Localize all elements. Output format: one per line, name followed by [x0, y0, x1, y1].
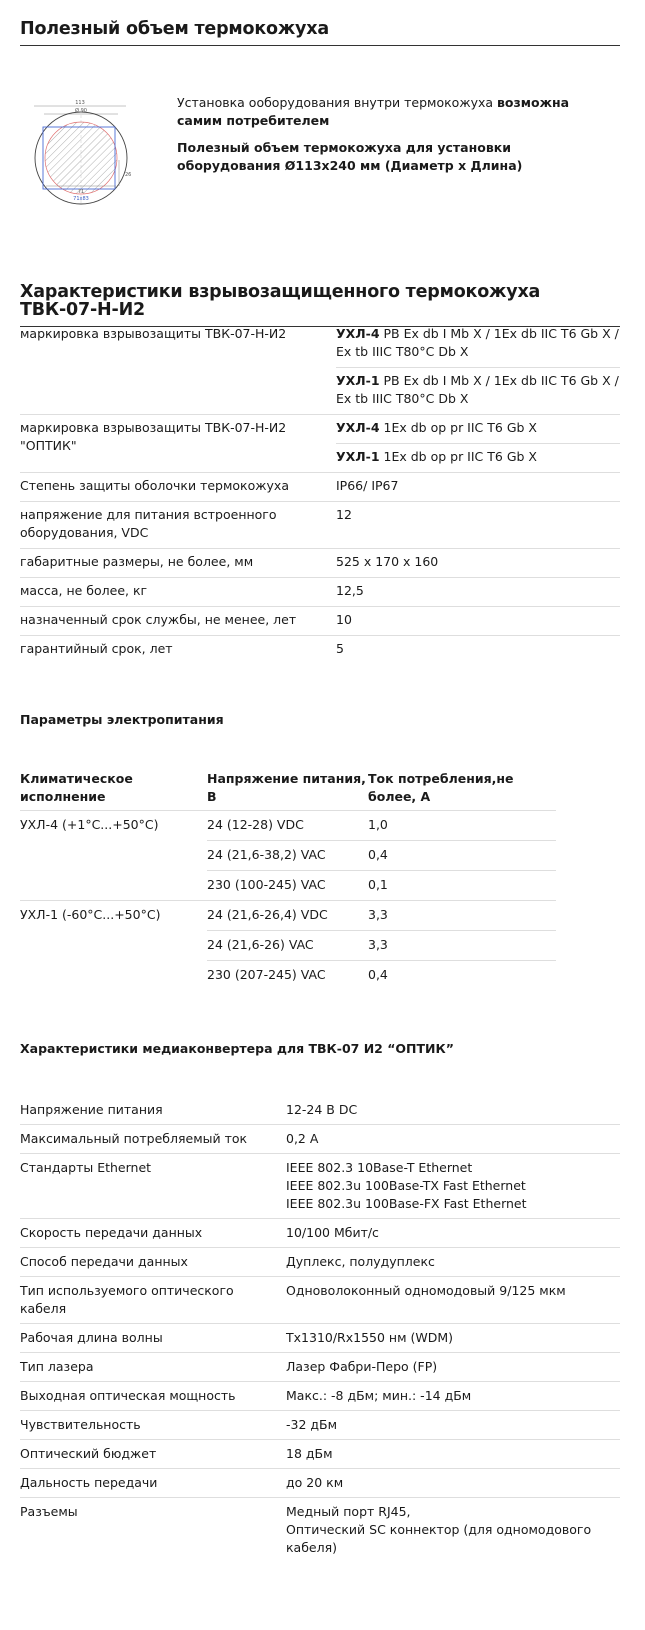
table-row [20, 1324, 620, 1353]
value-line: до 20 км [286, 1475, 344, 1490]
media-value [286, 1469, 620, 1498]
media-label: Чувствительность [20, 1411, 286, 1440]
table-row [20, 1498, 620, 1563]
media-value [286, 1154, 620, 1219]
value-line: Лазер Фабри-Перо (FP) [286, 1359, 438, 1374]
media-label: Выходная оптическая мощность [20, 1382, 286, 1411]
media-label: Максимальный потребляемый ток [20, 1125, 286, 1154]
value-line: Медный порт RJ45, [286, 1504, 411, 1519]
spec-label: масса, не более, кг [20, 578, 336, 607]
spec-value-marking-uhl4 [336, 321, 620, 368]
table-row [20, 1096, 620, 1125]
spec-value: 525 x 170 x 160 [336, 549, 620, 578]
spec-label-marking: маркировка взрывозащиты ТВК-07-Н-И2 [20, 321, 336, 415]
media-label: Разъемы [20, 1504, 78, 1519]
media-value [286, 1411, 620, 1440]
table-row [20, 1353, 620, 1382]
climate-code: УХЛ-1 [336, 373, 380, 388]
table-row [20, 901, 556, 931]
climate-code: УХЛ-1 [336, 449, 380, 464]
table-row [20, 1411, 620, 1440]
media-label: Скорость передачи данных [20, 1219, 286, 1248]
climate-code: УХЛ-4 [336, 420, 380, 435]
spec-label: габаритные размеры, не более, мм [20, 549, 336, 578]
current-cell: 0,4 [368, 841, 556, 871]
table-row [20, 321, 620, 368]
value-line: Tx1310/Rx1550 нм (WDM) [286, 1330, 454, 1345]
value-line: Одноволоконный одномодовый 9/125 мкм [286, 1283, 566, 1298]
table-row [20, 415, 620, 444]
spec-label-optic-marking: маркировка взрывозащиты ТВК-07-Н-И2 "ОПТИК" [20, 415, 336, 473]
table-row [20, 811, 556, 841]
marking-text: 1Ex db op pr IIC T6 Gb X [379, 420, 537, 435]
useful-volume-note: Полезный объем термокожуха для установки оборудования Ø113x240 мм (Диаметр х Длина) [177, 140, 523, 173]
install-note [177, 94, 597, 130]
spec-label: Степень защиты оболочки термокожуха [20, 473, 336, 502]
media-label: Напряжение питания [20, 1096, 286, 1125]
media-value [286, 1219, 620, 1248]
media-value [286, 1324, 620, 1353]
voltage-cell: 24 (12-28) VDC [207, 811, 368, 841]
table-row [20, 1154, 620, 1219]
column-header: Климатическое исполнение [20, 766, 207, 811]
value-line: 12-24 В DC [286, 1102, 358, 1117]
spec-value: 12,5 [336, 578, 620, 607]
power-table [20, 766, 556, 990]
spec-label: назначенный срок службы, не менее, лет [20, 607, 336, 636]
media-label: Тип используемого оптического кабеля [20, 1277, 286, 1324]
media-value [286, 1248, 620, 1277]
value-line: IEEE 802.3u 100Base-FX Fast Ethernet [286, 1196, 527, 1211]
voltage-cell: 24 (21,6-38,2) VAC [207, 841, 368, 871]
diagram-label-71x83: 71x83 [73, 196, 89, 202]
climate-cell: УХЛ-4 (+1°С...+50°С) [20, 811, 207, 901]
diagram-label-26: 26 [125, 172, 132, 178]
table-row [20, 1469, 620, 1498]
media-label: Способ передачи данных [20, 1248, 286, 1277]
spec-value: IP66/ IP67 [336, 473, 620, 502]
diagram-label-113: 113 [75, 100, 85, 106]
current-cell: 3,3 [368, 901, 556, 931]
volume-description [177, 94, 597, 184]
spec-value: 10 [336, 607, 620, 636]
table-header-row [20, 766, 556, 811]
climate-cell: УХЛ-1 (-60°С...+50°С) [20, 907, 161, 922]
specs-table [20, 321, 620, 664]
media-label: Тип лазера [20, 1353, 286, 1382]
value-line: Макс.: -8 дБм; мин.: -14 дБм [286, 1388, 472, 1403]
media-converter-table [20, 1096, 620, 1562]
voltage-cell: 230 (100-245) VAC [207, 871, 368, 901]
spec-value-marking-uhl1 [336, 368, 620, 415]
table-row [20, 578, 620, 607]
value-line: -32 дБм [286, 1417, 338, 1432]
value-line: 18 дБм [286, 1446, 333, 1461]
media-value [286, 1353, 620, 1382]
table-row [20, 636, 620, 665]
table-row [20, 1125, 620, 1154]
table-row [20, 1219, 620, 1248]
spec-label: напряжение для питания встроенного оборудования, VDC [20, 502, 336, 549]
value-line: Дуплекс, полудуплекс [286, 1254, 435, 1269]
current-cell: 0,1 [368, 871, 556, 901]
media-value [286, 1498, 620, 1563]
media-label: Дальность передачи [20, 1469, 286, 1498]
table-row [20, 1248, 620, 1277]
climate-code: УХЛ-4 [336, 326, 380, 341]
media-value [286, 1382, 620, 1411]
table-row [20, 1277, 620, 1324]
table-row [20, 502, 620, 549]
current-cell: 1,0 [368, 811, 556, 841]
table-row [20, 1440, 620, 1469]
volume-section-title: Полезный объем термокожуха [20, 20, 620, 46]
spec-value-optic-uhl1 [336, 444, 620, 473]
media-value [286, 1096, 620, 1125]
table-row [20, 1382, 620, 1411]
voltage-cell: 24 (21,6-26,4) VDC [207, 901, 368, 931]
specs-section-title: Характеристики взрывозащищенного термокожуха ТВК-07-Н-И2 [20, 283, 620, 327]
table-row [20, 607, 620, 636]
diagram-label-d90: Ø 90 [75, 108, 87, 114]
spec-label: гарантийный срок, лет [20, 641, 173, 656]
power-section-title: Параметры электропитания [20, 712, 224, 727]
marking-text: 1Ex db op pr IIC T6 Gb X [379, 449, 537, 464]
media-section-title: Характеристики медиаконвертера для ТВК-07 И2 “ОПТИК” [20, 1041, 454, 1056]
value-line: IEEE 802.3 10Base-T Ethernet [286, 1160, 473, 1175]
current-cell: 0,4 [368, 967, 388, 982]
value-line: Оптический SC коннектор (для одномодового кабеля) [286, 1522, 592, 1555]
media-label: Стандарты Ethernet [20, 1154, 286, 1219]
voltage-cell: 24 (21,6-26) VAC [207, 931, 368, 961]
install-note-bold: возможна самим потребителем [177, 95, 570, 128]
marking-text: PB Ex db I Mb X / 1Ex db IIC T6 Gb X / Ex tb IIIC T80°C Db X [336, 373, 619, 406]
media-value [286, 1440, 620, 1469]
install-note-regular: Установка ооборудования внутри термокожуха [177, 95, 498, 110]
marking-text: PB Ex db I Mb X / 1Ex db IIC T6 Gb X / Ex tb IIIC T80°C Db X [336, 326, 619, 359]
spec-value: 12 [336, 502, 620, 549]
voltage-cell: 230 (207-245) VAC [207, 967, 326, 982]
media-label: Рабочая длина волны [20, 1324, 286, 1353]
spec-value: 5 [336, 641, 344, 656]
column-header: Ток потребления,не более, А [368, 766, 556, 811]
table-row [20, 549, 620, 578]
value-line: 0,2 А [286, 1131, 319, 1146]
value-line: IEEE 802.3u 100Base-TX Fast Ethernet [286, 1178, 526, 1193]
media-label: Оптический бюджет [20, 1440, 286, 1469]
media-value [286, 1277, 620, 1324]
table-row [20, 473, 620, 502]
value-line: 10/100 Мбит/с [286, 1225, 379, 1240]
media-value [286, 1125, 620, 1154]
column-header: Напряжение питания, В [207, 766, 368, 811]
diagram-label-71: 71 [77, 189, 85, 195]
current-cell: 3,3 [368, 931, 556, 961]
spec-value-optic-uhl4 [336, 415, 620, 444]
housing-cross-section-diagram [28, 100, 140, 208]
